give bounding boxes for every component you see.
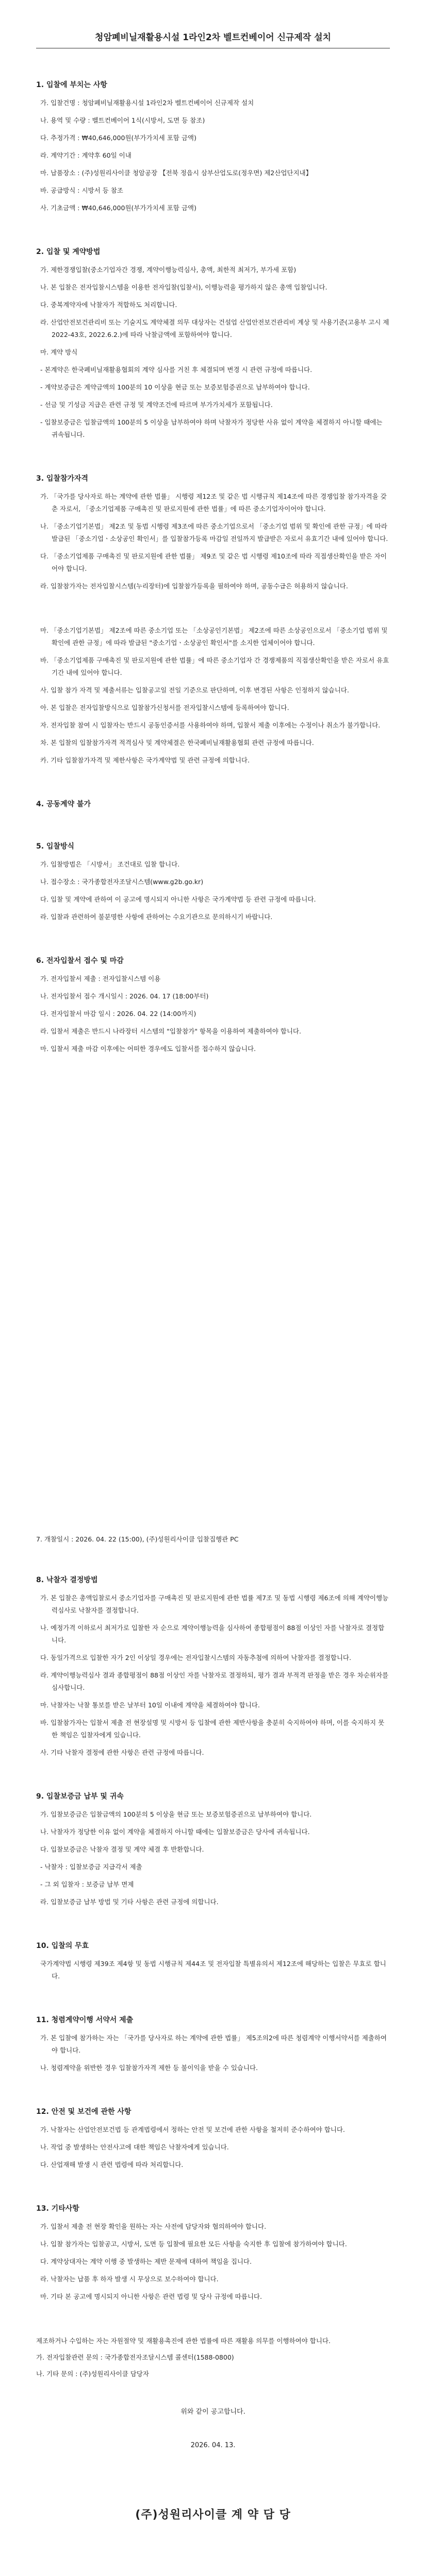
page-2-sections <box>36 1574 390 2303</box>
sign-line: 위와 같이 공고합니다. <box>181 2408 245 2416</box>
section-item: 나. 접수장소 : 국가종합전자조달시스템(www.g2b.go.kr) <box>40 878 204 886</box>
section-item: 차. 본 입찰의 입찰참가자격 적격심사 및 계약체결은 한국폐비닐재활용협회 관련 규정에 따릅니다. <box>40 739 314 747</box>
section-item: 자. 전자입찰 참여 시 입찰자는 반드시 공동인증서를 사용하여야 하며, 입찰서 제출 이후에는 수정이나 취소가 불가합니다. <box>40 721 381 729</box>
section <box>36 2203 390 2303</box>
section-item: 나. 본 입찰은 전자입찰시스템을 이용한 전자입찰(입찰서), 이행능력을 평가하지 않은 총액 입찰입니다. <box>40 283 327 291</box>
notice-line: 나. 기타 문의 : (주)성원리사이클 담당자 <box>36 2370 149 2378</box>
section <box>36 2106 390 2171</box>
section-heading: 1. 입찰에 부치는 사항 <box>36 81 107 89</box>
section-item: 나. 전자입찰서 접수 개시일시 : 2026. 04. 17 (18:00부터) <box>40 992 209 1000</box>
section-item: - 그 외 입찰자 : 보증금 납부 면제 <box>40 1880 134 1888</box>
section-heading: 8. 낙찰자 결정방법 <box>36 1576 98 1584</box>
section-item: 나. 용역 및 수량 : 벨트컨베이어 1식(시방서, 도면 등 참조) <box>40 116 205 124</box>
section-item: 바. 「중소기업제품 구매촉진 및 판로지원에 관한 법률」에 따른 중소기업자 간 경쟁제품의 직접생산확인을 받은 자로서 유효기간 내에 있어야 합니다. <box>40 656 389 676</box>
section-item: 다. 산업재해 발생 시 관련 법령에 따라 처리합니다. <box>40 2161 184 2168</box>
section-item: 라. 계약기간 : 계약후 60일 이내 <box>40 151 132 159</box>
section-item: 다. 계약상대자는 계약 이행 중 발생하는 제반 문제에 대하여 책임을 집니다. <box>40 2258 252 2265</box>
section-item: 나. 낙찰자가 정당한 이유 없이 계약을 체결하지 아니할 때에는 입찰보증금은 당사에 귀속됩니다. <box>40 1828 310 1836</box>
section-item: 가. 전자입찰서 제출 : 전자입찰시스템 이용 <box>40 975 161 982</box>
section-item: 가. 입찰방법은 「시방서」 조건대로 입찰 합니다. <box>40 860 180 868</box>
section-item: - 선금 및 기성금 지급은 관련 규정 및 계약조건에 따르며 부가가치세가 포함됩니다. <box>40 401 273 409</box>
section-item: 사. 기타 낙찰자 결정에 관한 사항은 관련 규정에 따릅니다. <box>40 1749 204 1756</box>
section-item: 라. 산업안전보건관리비 또는 기술지도 계약체결 의무 대상자는 건설업 산업안전보건관리비 계상 및 사용기준(고용부 고시 제2022-43호, 2022.6.2.)에 따라 낙찰금액에 포함하여야 합니다. <box>40 318 389 338</box>
section-item: 마. 기타 본 공고에 명시되지 아니한 사항은 관련 법령 및 당사 규정에 따릅니다. <box>40 2293 262 2300</box>
section-item: 가. 입찰서 제출 전 현장 확인을 원하는 자는 사전에 담당자와 협의하여야 합니다. <box>40 2223 267 2230</box>
section-item: 사. 기초금액 : ₩40,646,000원(부가가치세 포함 금액) <box>40 204 196 212</box>
section-heading: 10. 입찰의 무효 <box>36 1942 89 1950</box>
section-item: 다. 전자입찰서 마감 일시 : 2026. 04. 22 (14:00까지) <box>40 1010 196 1018</box>
section-item: 카. 기타 입찰참가자격 및 제한사항은 국가계약법 및 관련 규정에 의합니다. <box>40 756 250 764</box>
section-item: 마. 입찰서 제출 마감 이후에는 어떠한 경우에도 입찰서를 접수하지 않습니다. <box>40 1045 256 1053</box>
section <box>36 79 390 214</box>
section-item: - 입찰보증금은 입찰금액의 100분의 5 이상을 납부하여야 하며 낙찰자가 정당한 사유 없이 계약을 체결하지 아니할 때에는 귀속됩니다. <box>40 418 383 438</box>
section <box>36 473 390 592</box>
section-item: 가. 낙찰자는 산업안전보건법 등 관계법령에서 정하는 안전 및 보건에 관한 사항을 철저히 준수하여야 합니다. <box>40 2126 345 2133</box>
section-heading: 3. 입찰참가자격 <box>36 474 89 483</box>
section-heading: 11. 청렴계약이행 서약서 제출 <box>36 2016 134 2024</box>
section-item: 나. 예정가격 이하로서 최저가로 입찰한 자 순으로 계약이행능력을 심사하여 종합평점이 88점 이상인 자를 낙찰자로 결정합니다. <box>40 1624 385 1644</box>
sign-organization: (주)성원리사이클 계 약 담 당 <box>135 2509 291 2521</box>
section <box>36 841 390 923</box>
section <box>36 955 390 1055</box>
section-item: - 본계약은 한국폐비닐재활용협회의 계약 심사를 거친 후 체결되며 변경 시 관련 규정에 따릅니다. <box>40 366 313 374</box>
section-item: 나. 작업 중 발생하는 안전사고에 대한 책임은 낙찰자에게 있습니다. <box>40 2143 229 2151</box>
notice-line: 제조하거나 수입하는 자는 자원절약 및 재활용촉진에 관한 법률에 따른 재활용 의무를 이행하여야 합니다. <box>36 2337 331 2345</box>
section-item: 가. 입찰건명 : 청암폐비닐재활용시설 1라인2차 벨트컨베이어 신규제작 설치 <box>40 99 254 107</box>
section-item: 국가계약법 시행령 제39조 제4항 및 동법 시행규칙 제44조 및 전자입찰 특별유의서 제12조에 해당하는 입찰은 무효로 합니다. <box>40 1960 386 1980</box>
section-item: 가. 「국가를 당사자로 하는 계약에 관한 법률」 시행령 제12조 및 같은 법 시행규칙 제14조에 따른 경쟁입찰 참가자격을 갖춘 자로서, 「중소기업제품 구매촉진 및 판로지원에 관한 법률」에 따른 중소기업자이어야 합니다. <box>40 493 387 513</box>
section-item: 라. 입찰참가자는 전자입찰시스템(누리장터)에 입찰참가등록을 필하여야 하며, 공동수급은 허용하지 않습니다. <box>40 582 348 590</box>
section-item: 라. 계약이행능력심사 결과 종합평점이 88점 이상인 자를 낙찰자로 결정하되, 평가 결과 부적격 판정을 받은 경우 차순위자를 심사합니다. <box>40 1671 389 1691</box>
section-item: 라. 입찰서 제출은 반드시 나라장터 시스템의 "입찰참가" 항목을 이용하여 제출하여야 합니다. <box>40 1027 301 1035</box>
section-item: 다. 입찰 및 계약에 관하여 이 공고에 명시되지 아니한 사항은 국가계약법 등 관련 규정에 따릅니다. <box>40 895 316 903</box>
section-heading: 6. 전자입찰서 접수 및 마감 <box>36 957 124 965</box>
section-item: 아. 본 입찰은 전자입찰방식으로 입찰참가신청서를 전자입찰시스템에 등록하여야 합니다. <box>40 704 289 711</box>
section-item: 마. 납품장소 : (주)성원리사이클 청암공장 【전북 정읍시 삼부산업도로(정우면) 제2산업단지내】 <box>40 169 313 177</box>
section <box>36 2014 390 2074</box>
section-heading: 2. 입찰 및 계약방법 <box>36 248 101 256</box>
section <box>36 1574 390 1759</box>
section <box>36 624 390 767</box>
section-item: 나. 「중소기업기본법」 제2조 및 동법 시행령 제3조에 따른 중소기업으로서 「중소기업 범위 및 확인에 관한 규정」에 따라 발급된 「중소기업ㆍ소상공인 확인서」를 입찰참가등록 마감일 전일까지 발급받은 자로서 유효기간 내에 있어야 합니다. <box>40 522 388 543</box>
section-item: 가. 본 입찰에 참가하는 자는 「국가를 당사자로 하는 계약에 관한 법률」 제5조의2에 따른 청렴계약 이행서약서를 제출하여야 합니다. <box>40 2034 387 2054</box>
section-item: 가. 입찰보증금은 입찰금액의 100분의 5 이상을 현금 또는 보증보험증권으로 납부하여야 합니다. <box>40 1810 312 1818</box>
section-heading: 4. 공동계약 불가 <box>36 800 91 808</box>
section-item: 사. 입찰 참가 자격 및 제출서류는 입찰공고일 전일 기준으로 판단하며, 이후 변경된 사항은 인정하지 않습니다. <box>40 686 349 694</box>
section-heading: 9. 입찰보증금 납부 및 귀속 <box>36 1792 124 1801</box>
notice-block <box>36 2335 390 2380</box>
section-item: 라. 입찰과 관련하여 불분명한 사항에 관하여는 수요기관으로 문의하시기 바랍니다. <box>40 913 273 921</box>
notice-lines <box>36 2335 390 2380</box>
opening-date: 7. 개찰일시 : 2026. 04. 22 (15:00), (주)성원리사이클 입찰집행관 PC <box>36 1535 239 1543</box>
section-item: - 계약보증금은 계약금액의 100분의 10 이상을 현금 또는 보증보험증권으로 납부하여야 합니다. <box>40 383 310 391</box>
section-item: 다. 추정가격 : ₩40,646,000원(부가가치세 포함 금액) <box>40 134 196 142</box>
section-heading: 13. 기타사항 <box>36 2205 79 2213</box>
section-item: 라. 입찰보증금 납부 방법 및 기타 사항은 관련 규정에 의합니다. <box>40 1898 219 1906</box>
section-item: 바. 공급방식 : 시방서 등 참조 <box>40 187 123 194</box>
section <box>36 1791 390 1908</box>
page-2 <box>0 1504 426 2576</box>
section-item: 마. 계약 방식 <box>40 348 78 356</box>
section <box>36 799 390 809</box>
section <box>36 246 390 441</box>
section-item: 라. 낙찰자는 납품 후 하자 발생 시 무상으로 보수하여야 합니다. <box>40 2275 219 2283</box>
section-item: 바. 입찰참가자는 입찰서 제출 전 현장설명 및 시방서 등 입찰에 관한 제반사항을 충분히 숙지하여야 하며, 이를 숙지하지 못한 책임은 입찰자에게 있습니다. <box>40 1719 385 1739</box>
section-heading: 12. 안전 및 보건에 관한 사항 <box>36 2108 132 2116</box>
section-item: 마. 낙찰자는 낙찰 통보를 받은 날부터 10일 이내에 계약을 체결하여야 합니다. <box>40 1701 260 1709</box>
section-item: - 낙찰자 : 입찰보증금 지급각서 제출 <box>40 1863 142 1871</box>
section-item: 다. 「중소기업제품 구매촉진 및 판로지원에 관한 법률」 제9조 및 같은 법 시행령 제10조에 따라 직접생산확인을 받은 자이어야 합니다. <box>40 552 387 572</box>
section-item: 나. 청렴계약을 위반한 경우 입찰참가자격 제한 등 불이익을 받을 수 있습니다. <box>40 2064 258 2072</box>
section-item: 다. 동일가격으로 입찰한 자가 2인 이상일 경우에는 전자입찰시스템의 자동추첨에 의하여 낙찰자를 결정합니다. <box>40 1654 351 1662</box>
section-item: 다. 입찰보증금은 낙찰자 결정 및 계약 체결 후 반환합니다. <box>40 1845 204 1853</box>
document-title: 청암폐비닐재활용시설 1라인2차 벨트컨베이어 신규제작 설치 <box>95 32 331 43</box>
section-item: 가. 제한경쟁입찰(중소기업자간 경쟁, 계약이행능력심사, 총액, 최한적 최저가, 부가세 포함) <box>40 266 297 274</box>
notice-line: 가. 전자입찰관련 문의 : 국가종합전자조달시스템 콜센터(1588-0800) <box>36 2353 234 2361</box>
section-item: 가. 본 입찰은 총액입찰로서 중소기업자를 구매촉진 및 판로지원에 관한 법률 제7조 및 동법 시행령 제6조에 의해 계약이행능력심사로 낙찰자를 결정합니다. <box>40 1594 389 1614</box>
page-1-sections <box>36 79 390 1055</box>
section-item: 다. 중복계약자에 낙찰자가 적합하도 처리합니다. <box>40 301 177 309</box>
section-item: 마. 「중소기업기본법」 제2조에 따른 중소기업 또는 「소상공인기본법」 제2조에 따른 소상공인으로서 「중소기업 범위 및 확인에 관한 규정」에 따라 발급된 "중소기업ㆍ소상공인 확인서"를 소지한 업체이어야 합니다. <box>40 626 388 647</box>
section-heading: 5. 입찰방식 <box>36 842 75 851</box>
section <box>36 1940 390 1982</box>
section-item: 나. 입찰 참가자는 입찰공고, 시방서, 도면 등 입찰에 필요한 모든 사항을 숙지한 후 입찰에 참가하여야 합니다. <box>40 2240 347 2248</box>
sign-date: 2026. 04. 13. <box>190 2442 236 2449</box>
